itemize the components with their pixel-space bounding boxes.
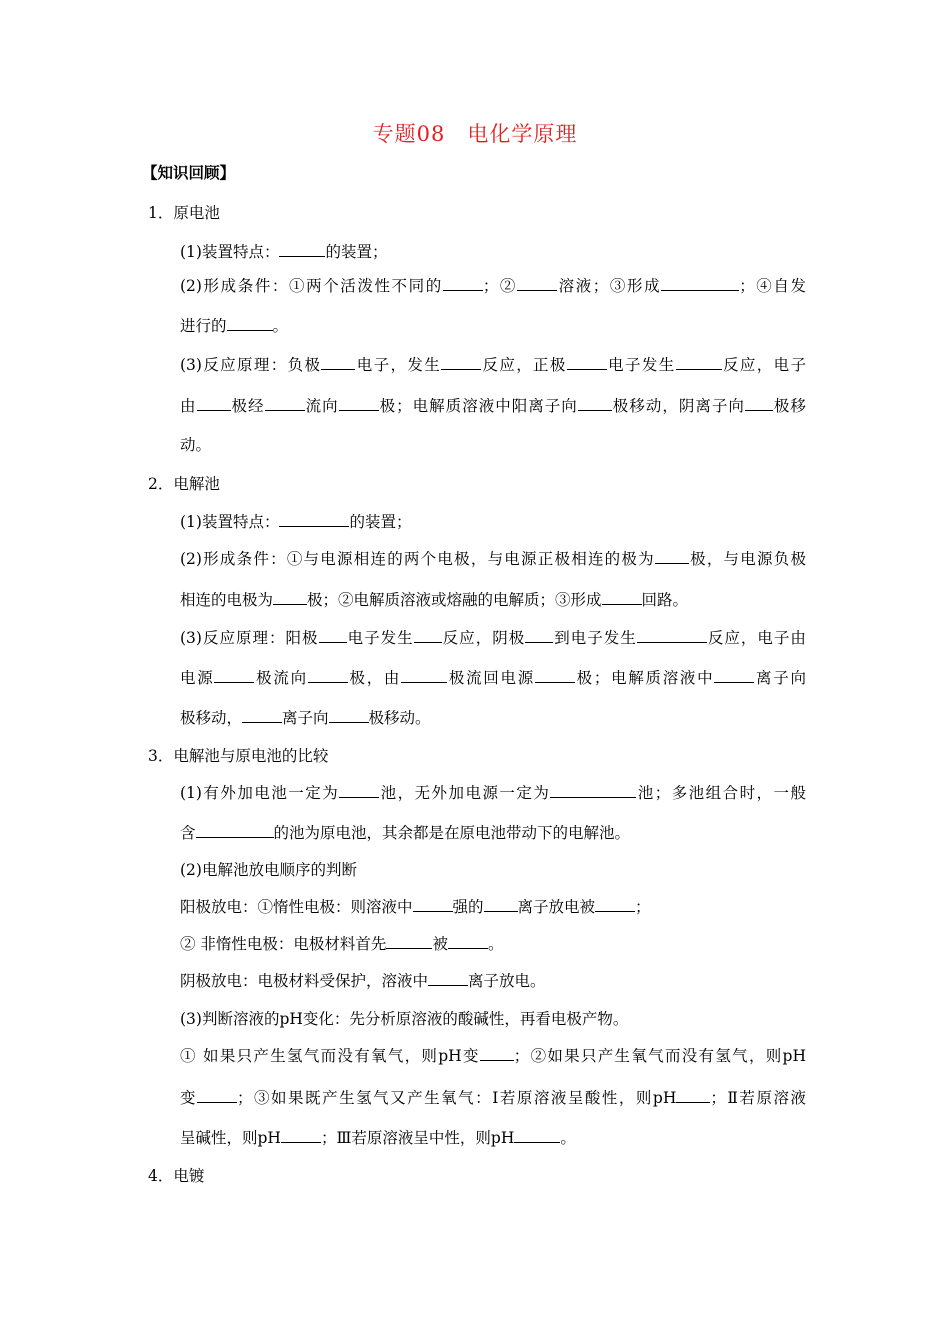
blank: [428, 970, 468, 986]
blank: [281, 1127, 321, 1143]
section-3-heading: 3．电解池与原电池的比较: [148, 747, 329, 765]
text: ；②: [482, 277, 518, 295]
text: 池；多池组合时，一般: [636, 784, 806, 802]
blank: [441, 354, 481, 370]
blank: [676, 354, 722, 370]
s2-line-4: [180, 627, 806, 649]
blank: [480, 1045, 514, 1061]
text: 极；②电解质溶液或熔融的电解质；③形成: [307, 591, 602, 609]
text: 反应，阴极: [441, 629, 526, 647]
review-heading: 【知识回顾】: [142, 163, 236, 182]
text: 。: [272, 317, 289, 335]
blank: [414, 627, 442, 643]
s1-line-3: [180, 315, 288, 337]
blank: [514, 1127, 560, 1143]
s1-line-2: [180, 275, 806, 297]
text: 极移动。: [368, 709, 431, 727]
text: 极移动，阴离子向: [611, 397, 745, 415]
text: 阳极放电：①惰性电极：则溶液中: [180, 898, 413, 916]
text: 。: [560, 1129, 576, 1147]
text: 流向: [304, 397, 339, 415]
blank: [339, 782, 379, 798]
blank: [265, 395, 305, 411]
blank: [661, 275, 739, 291]
blank: [401, 667, 447, 683]
text: 被: [432, 935, 448, 953]
text: 相连的电极为: [180, 591, 274, 609]
blank: [443, 275, 483, 291]
blank: [637, 627, 707, 643]
s3-line-7: (3)判断溶液的pH变化：先分析原溶液的酸碱性，再看电极产物。: [180, 1010, 629, 1028]
blank: [517, 275, 557, 291]
text: 呈碱性，则pH: [180, 1129, 281, 1147]
text: 极，与电源负极: [688, 550, 806, 568]
text: (3)反应原理：负极: [180, 356, 322, 374]
blank: [714, 667, 754, 683]
text: 离子向: [282, 709, 329, 727]
text: ；④自发: [739, 277, 806, 295]
text: 反应，电子由: [706, 629, 806, 647]
text: 溶液；③形成: [557, 277, 662, 295]
blank: [242, 707, 282, 723]
s2-line-5: [180, 667, 806, 689]
blank: [484, 896, 518, 912]
blank: [567, 354, 607, 370]
blank: [197, 1087, 237, 1103]
text: 回路。: [641, 591, 689, 609]
blank: [308, 667, 348, 683]
text: ；Ⅱ若原溶液: [710, 1089, 806, 1107]
s3-line-4: [180, 896, 651, 918]
text: ；②如果只产生氧气而没有氢气，则pH: [513, 1047, 806, 1065]
s3-line-6: [180, 970, 546, 992]
text: 含: [180, 824, 196, 842]
text: 的池为原电池，其余都是在原电池带动下的电解池。: [273, 824, 631, 842]
s2-line-1: [180, 511, 411, 533]
text: 极流向: [254, 669, 308, 687]
blank: [214, 667, 254, 683]
blank: [413, 896, 453, 912]
blank: [339, 395, 379, 411]
blank: [321, 354, 355, 370]
text: 的装置；: [349, 513, 412, 531]
blank: [329, 707, 369, 723]
text: ；: [635, 898, 651, 916]
blank: [578, 395, 612, 411]
text: (3)反应原理：阳极: [180, 629, 319, 647]
blank: [279, 241, 325, 257]
section-1-heading: 1．原电池: [148, 204, 220, 222]
text: 池，无外加电源一定为: [379, 784, 551, 802]
s2-line-3: [180, 589, 688, 611]
text: 极移动，: [180, 709, 243, 727]
blank: [227, 315, 273, 331]
text: (1)装置特点：: [180, 513, 280, 531]
text: ② 非惰性电极：电极材料首先: [180, 935, 387, 953]
text: 的装置；: [325, 243, 388, 261]
s3-line-9: [180, 1087, 806, 1109]
blank: [602, 589, 642, 605]
s3-line-3: (2)电解池放电顺序的判断: [180, 861, 357, 879]
text: 极，由: [347, 669, 402, 687]
section-2-heading: 2．电解池: [148, 475, 220, 493]
text: (1)装置特点：: [180, 243, 280, 261]
text: (2)形成条件：①与电源相连的两个电极，与电源正极相连的极为: [180, 550, 655, 568]
text: 电子发生: [606, 356, 676, 374]
s1-line-1: [180, 241, 387, 263]
text: 电源: [180, 669, 215, 687]
s1-line-6: 动。: [180, 436, 212, 454]
text: 极；电解质溶液中: [574, 669, 715, 687]
document-title: 专题08 电化学原理: [372, 122, 578, 146]
s3-line-8: [180, 1045, 806, 1067]
text: 离子放电。: [468, 972, 546, 990]
blank: [273, 589, 307, 605]
blank: [386, 933, 432, 949]
text: 反应，电子: [721, 356, 806, 374]
text: 阴极放电：电极材料受保护，溶液中: [180, 972, 429, 990]
blank: [197, 395, 231, 411]
text: 极移: [772, 397, 806, 415]
text: 极流回电源: [447, 669, 535, 687]
text: (2)形成条件：①两个活泼性不同的: [180, 277, 443, 295]
blank: [550, 782, 636, 798]
blank: [535, 667, 575, 683]
text: 由: [180, 397, 197, 415]
blank: [448, 933, 488, 949]
s3-line-5: [180, 933, 503, 955]
text: 离子放电被: [517, 898, 596, 916]
text: 极经: [230, 397, 265, 415]
blank: [319, 627, 347, 643]
s3-line-1: [180, 782, 806, 804]
blank: [279, 511, 349, 527]
s2-line-2: [180, 548, 806, 570]
text: 强的: [452, 898, 484, 916]
s1-line-5: [180, 395, 806, 417]
blank: [525, 627, 553, 643]
text: ；Ⅲ若原溶液呈中性，则pH: [320, 1129, 515, 1147]
s2-line-6: [180, 707, 431, 729]
blank: [595, 896, 635, 912]
blank: [655, 548, 689, 564]
text: 电子发生: [346, 629, 414, 647]
text: 变: [180, 1089, 198, 1107]
text: 反应，正极: [481, 356, 567, 374]
text: 离子向: [754, 669, 806, 687]
section-4-heading: 4．电镀: [148, 1167, 205, 1185]
blank: [745, 395, 773, 411]
text: 电子，发生: [355, 356, 442, 374]
text: ① 如果只产生氢气而没有氧气，则pH变: [180, 1047, 480, 1065]
blank: [196, 822, 274, 838]
text: 。: [487, 935, 504, 953]
blank: [676, 1087, 710, 1103]
text: (1)有外加电池一定为: [180, 784, 340, 802]
text: 进行的: [180, 317, 227, 335]
text: ；③如果既产生氢气又产生氧气：Ⅰ若原溶液呈酸性，则pH: [237, 1089, 677, 1107]
s3-line-10: [180, 1127, 576, 1149]
s1-line-4: [180, 354, 806, 376]
text: 到电子发生: [553, 629, 637, 647]
text: 极；电解质溶液中阳离子向: [378, 397, 578, 415]
s3-line-2: [180, 822, 630, 844]
